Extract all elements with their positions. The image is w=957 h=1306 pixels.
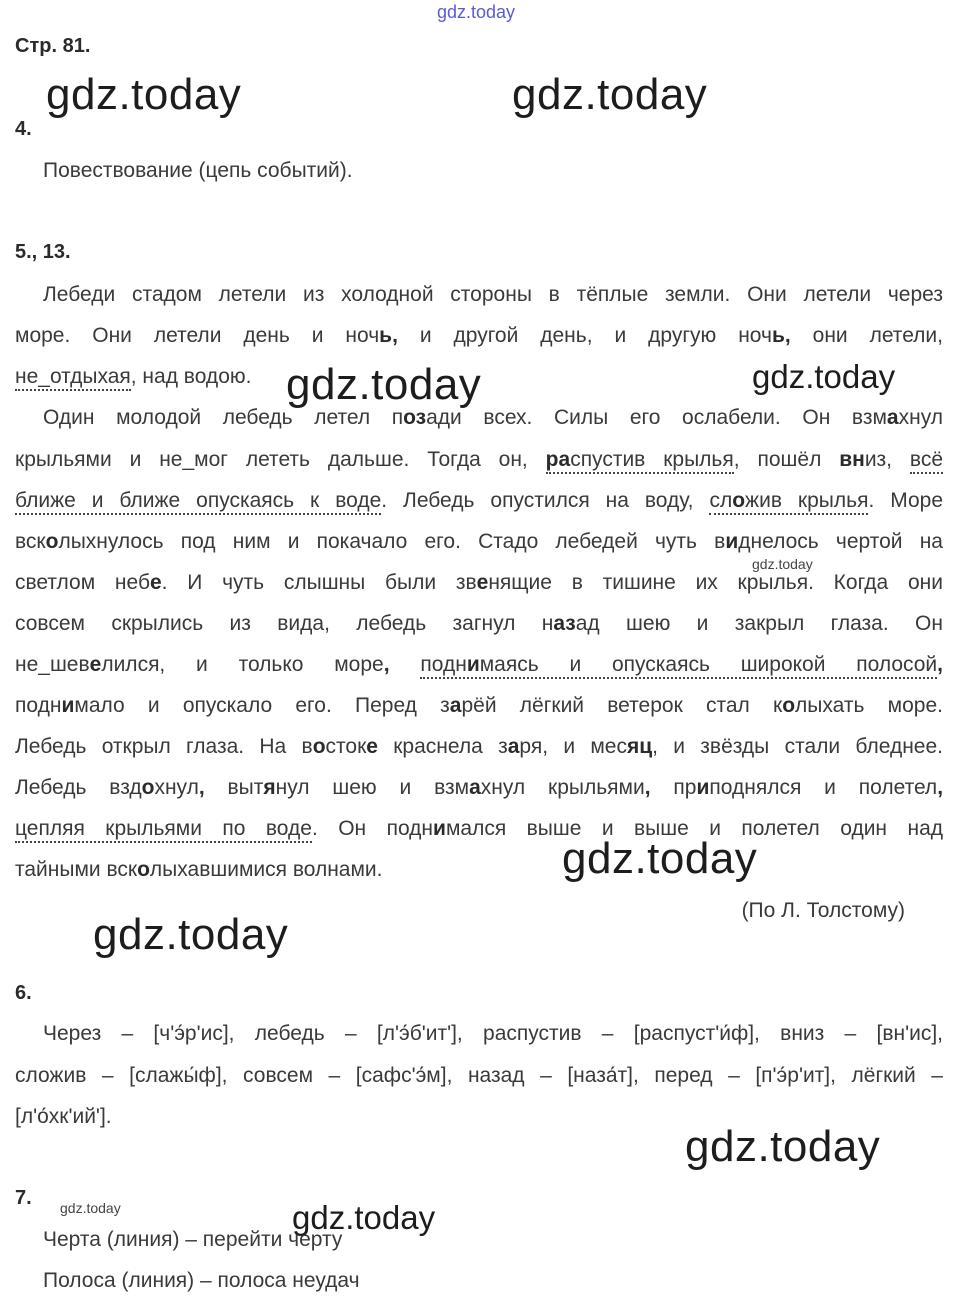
text-line: не_шевелился, и только море, поднимаясь и опускаясь широкой полосой, — [15, 650, 943, 680]
text-line: светлом небе. И чуть слышны были звенящие в тишине их крылья. Когда они — [15, 571, 943, 594]
text-line: Через – [ч'э́р'ис], лебедь – [л'э́б'ит'], распустив – [распуст'и́ф], вниз – [вн'ис], — [43, 1022, 943, 1045]
text-line: не_отдыхая, над водою. — [15, 362, 251, 392]
text-line: Полоса (линия) – полоса неудач — [43, 1269, 360, 1292]
text-line: Один молодой лебедь летел позади всех. Силы его ослабели. Он взмахнул — [43, 406, 943, 429]
section-number: 4. — [15, 118, 32, 140]
watermark: gdz.today — [752, 358, 896, 395]
watermark-top: gdz.today — [437, 2, 516, 22]
watermark: gdz.today — [93, 910, 289, 959]
watermark: gdz.today — [286, 360, 482, 409]
section-number: 6. — [15, 982, 32, 1004]
text-line: море. Они летели день и ночь, и другой день, и другую ночь, они летели, — [15, 324, 943, 347]
watermark: gdz.today — [562, 834, 758, 883]
watermark: gdz.today — [512, 70, 708, 119]
watermark: gdz.today — [685, 1122, 881, 1171]
watermark: gdz.today — [292, 1199, 436, 1236]
text-line: [л'о́хк'ий']. — [15, 1105, 112, 1128]
answer-text: Повествование (цепь событий). — [43, 159, 353, 182]
page-label: Стр. 81. — [15, 35, 91, 57]
text-line: Черта (линия) – перейти черту — [43, 1228, 343, 1251]
text-line: Лебедь открыл глаза. На востоке краснела заря, и месяц, и звёзды стали бледнее. — [15, 735, 943, 758]
text-line: ближе и ближе опускаясь к воде. Лебедь опустился на воду, сложив крылья. Море — [15, 486, 943, 516]
watermark: gdz.today — [60, 1200, 121, 1216]
text-line: поднимало и опускало его. Перед зарёй лёгкий ветерок стал колыхать море. — [15, 694, 943, 717]
text-line: сложив – [слажы́ф], совсем – [сафс'э́м], назад – [наза́т], перед – [п'э́р'ит], лёгкий – — [15, 1064, 943, 1087]
text-line: тайными всколыхавшимися волнами. — [15, 858, 383, 881]
source-attribution: (По Л. Толстому) — [741, 899, 905, 922]
text-line: совсем скрылись из вида, лебедь загнул назад шею и закрыл глаза. Он — [15, 612, 943, 635]
text-line: Лебеди стадом летели из холодной стороны в тёплые земли. Они летели через — [43, 283, 943, 306]
section-number: 5., 13. — [15, 241, 71, 263]
text-line: крыльями и не_мог лететь дальше. Тогда он, распустив крылья, пошёл вниз, всё — [15, 445, 943, 475]
section-number: 7. — [15, 1187, 32, 1209]
text-line: всколыхнулось под ним и покачало его. Стадо лебедей чуть виднелось чертой на — [15, 530, 943, 553]
text-line: цепляя крыльями по воде. Он поднимался выше и выше и полетел один над — [15, 814, 943, 844]
text-line: Лебедь вздохнул, вытянул шею и взмахнул крыльями, приподнялся и полетел, — [15, 776, 944, 799]
watermark: gdz.today — [752, 556, 813, 572]
watermark: gdz.today — [46, 70, 242, 119]
